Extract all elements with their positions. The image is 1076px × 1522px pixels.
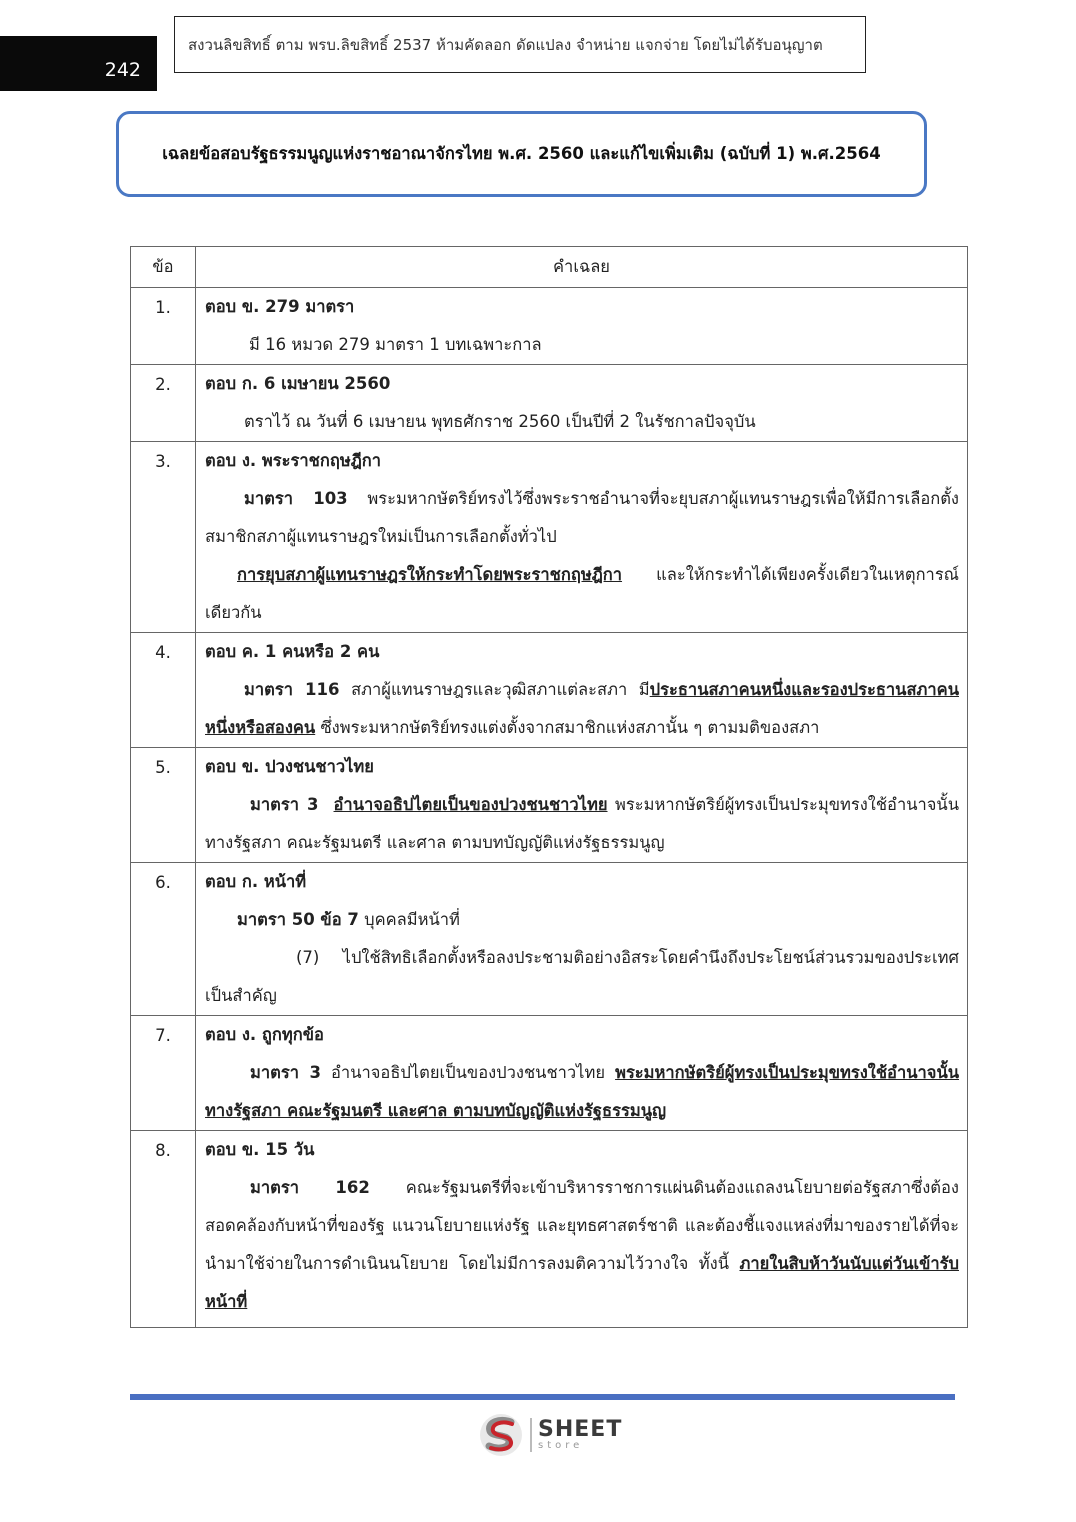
article-reference: มาตรา 50 ข้อ 7 [237, 910, 359, 929]
answer-choice: ตอบ ข. 279 มาตรา [205, 297, 355, 316]
table-row [131, 365, 968, 442]
logo-text: SHEET [538, 1417, 623, 1442]
answer-table [130, 246, 968, 1328]
answer-cell [196, 1131, 968, 1328]
question-number: 3. [131, 442, 196, 633]
underlined-key-text: ประธานสภาคนหนึ่งและรองประธานสภาคนหนึ่งหรือสองคน [205, 680, 959, 737]
answer-choice: ตอบ ค. 1 คนหรือ 2 คน [205, 642, 380, 661]
article-reference: มาตรา 3 [250, 795, 319, 814]
table-row [131, 1131, 968, 1328]
explanation-paragraph [205, 1169, 959, 1321]
article-reference: มาตรา 103 [244, 489, 348, 508]
sheet-store-logo-icon [478, 1412, 524, 1458]
page-title: เฉลยข้อสอบรัฐธรรมนูญแห่งราชอาณาจักรไทย พ.ศ. 2560 และแก้ไขเพิ่มเติม (ฉบับที่ 1) พ.ศ.2564 [116, 111, 927, 197]
question-number: 5. [131, 748, 196, 863]
sheet-store-logo [478, 1412, 622, 1458]
table-row [131, 633, 968, 748]
underlined-key-text: การยุบสภาผู้แทนราษฎรให้กระทำโดยพระราชกฤษฎีกา [237, 565, 623, 584]
explanation-paragraph [205, 1054, 959, 1130]
answer-choice: ตอบ ข. ปวงชนชาวไทย [205, 757, 374, 776]
explanation-text: สภาผู้แทนราษฎรและวุฒิสภาแต่ละสภา มี [339, 680, 650, 699]
explanation-text: พระมหากษัตริย์ผู้ทรงเป็นประมุขทรงใช้อำนาจนั้นทางรัฐสภา คณะรัฐมนตรี และศาล ตามบทบัญญัติแห่งรัฐธรรมนูญ [205, 795, 959, 852]
answer-cell [196, 863, 968, 1016]
column-header-number: ข้อ [131, 247, 196, 288]
explanation-paragraph [205, 480, 959, 556]
explanation-paragraph [205, 671, 959, 747]
explanation-text: คณะรัฐมนตรีที่จะเข้าบริหารราชการแผ่นดินต้องแถลงนโยบายต่อรัฐสภาซึ่งต้องสอดคล้องกับหน้าที่ของรัฐ แนวนโยบายแห่งรัฐ และยุทธศาสตร์ชาติ และต้องชี้แจงแหล่งที่มาของรายได้ที่จะนำมาใช้จ่ายในการดำเนินนโยบาย โดยไม่มีการลงมติความไว้วางใจ ทั้งนี้ [205, 1178, 959, 1273]
article-reference: มาตรา 162 [250, 1178, 370, 1197]
answer-cell [196, 365, 968, 442]
table-row [131, 288, 968, 365]
table-row [131, 442, 968, 633]
answer-cell [196, 288, 968, 365]
article-reference: มาตรา 116 [244, 680, 340, 699]
explanation-text: (7) ไปใช้สิทธิเลือกตั้งหรือลงประชามติอย่างอิสระโดยคำนึงถึงประโยชน์ส่วนรวมของประเทศเป็นสำคัญ [205, 948, 959, 1005]
answer-cell [196, 748, 968, 863]
question-number: 1. [131, 288, 196, 365]
answer-choice: ตอบ ก. หน้าที่ [205, 872, 307, 891]
explanation-text: ซึ่งพระมหากษัตริย์ทรงแต่งตั้งจากสมาชิกแห่งสภานั้น ๆ ตามมติของสภา [315, 718, 820, 737]
table-row [131, 1016, 968, 1131]
explanation-paragraph [205, 556, 959, 632]
table-row [131, 748, 968, 863]
article-reference: มาตรา 3 [250, 1063, 321, 1082]
logo-separator [530, 1418, 532, 1452]
answer-choice: ตอบ ก. 6 เมษายน 2560 [205, 374, 391, 393]
underlined-key-text: พระมหากษัตริย์ผู้ทรงเป็นประมุขทรงใช้อำนาจนั้นทางรัฐสภา คณะรัฐมนตรี และศาล ตามบทบัญญัติแห่งรัฐธรรมนูญ [205, 1063, 960, 1120]
question-number: 8. [131, 1131, 196, 1328]
table-row [131, 863, 968, 1016]
explanation-text: อำนาจอธิปไตยเป็นของปวงชนชาวไทย [321, 1063, 616, 1082]
question-number: 6. [131, 863, 196, 1016]
explanation-line [205, 901, 959, 939]
logo-wordmark [538, 1419, 622, 1451]
answer-choice: ตอบ ง. ถูกทุกข้อ [205, 1025, 324, 1044]
logo-subtext: store [538, 1440, 584, 1451]
answer-cell [196, 633, 968, 748]
underlined-key-text: ภายในสิบห้าวันนับแต่วันเข้ารับหน้าที่ [205, 1254, 959, 1311]
explanation-text: มี 16 หมวด 279 มาตรา 1 บทเฉพาะกาล [249, 335, 542, 354]
answer-cell [196, 442, 968, 633]
question-number: 2. [131, 365, 196, 442]
explanation-text: พระมหากษัตริย์ทรงไว้ซึ่งพระราชอำนาจที่จะยุบสภาผู้แทนราษฎรเพื่อให้มีการเลือกตั้งสมาชิกสภาผู้แทนราษฎรใหม่เป็นการเลือกตั้งทั่วไป [205, 489, 959, 546]
answer-choice: ตอบ ง. พระราชกฤษฎีกา [205, 451, 382, 470]
explanation-text: และให้กระทำได้เพียงครั้งเดียวในเหตุการณ์เดียวกัน [205, 565, 959, 622]
explanation-text: ตราไว้ ณ วันที่ 6 เมษายน พุทธศักราช 2560 เป็นปีที่ 2 ในรัชกาลปัจจุบัน [244, 412, 756, 431]
copyright-notice: สงวนลิขสิทธิ์ ตาม พรบ.ลิขสิทธิ์ 2537 ห้ามคัดลอก ดัดแปลง จำหน่าย แจกจ่าย โดยไม่ได้รับอนุญาต [174, 16, 866, 73]
footer-divider [130, 1394, 955, 1400]
question-number: 4. [131, 633, 196, 748]
page-number: 242 [0, 36, 157, 91]
question-number: 7. [131, 1016, 196, 1131]
underlined-key-text: อำนาจอธิปไตยเป็นของปวงชนชาวไทย [333, 795, 608, 814]
explanation-text: บุคคลมีหน้าที่ [358, 910, 460, 929]
answer-choice: ตอบ ข. 15 วัน [205, 1140, 315, 1159]
column-header-answer: คำเฉลย [196, 247, 968, 288]
answer-cell [196, 1016, 968, 1131]
table-header-row [131, 247, 968, 288]
explanation-paragraph [205, 786, 959, 862]
